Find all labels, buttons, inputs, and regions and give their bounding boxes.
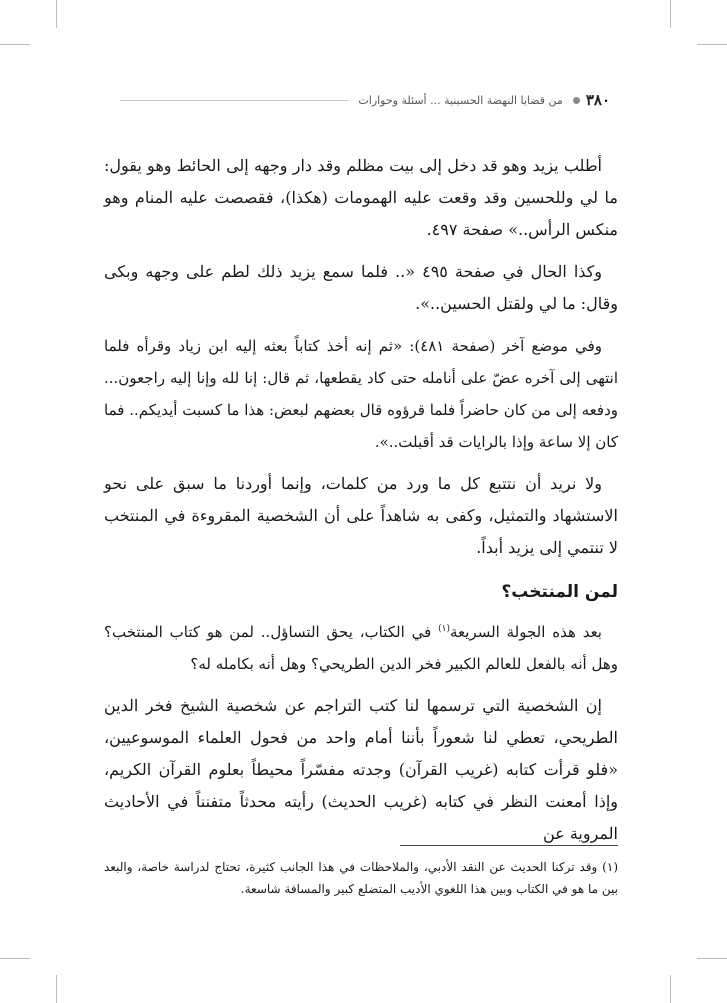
footnote-separator xyxy=(400,845,618,846)
footnote-text: (١) وقد تركنا الحديث عن النقد الأدبي، والملاحظات في هذا الجانب كثيرة، تحتاج لدراسة خاصة، والبعد بين ما هو في الكتاب وبين هذا اللغوي الأديب المتضلع كبير والمسافة شاسعة. xyxy=(104,860,618,896)
crop-mark xyxy=(670,0,671,28)
crop-mark xyxy=(697,44,727,45)
paragraph: أطلب يزيد وهو قد دخل إلى بيت مظلم وقد دار وجهه إلى الحائط وهو يقول: ما لي وللحسين وقد وقعت عليه الهمومات (هكذا)، فقصصت عليه المنام وهو منكس الرأس..» صفحة ٤٩٧. xyxy=(104,156,619,239)
paragraph: إن الشخصية التي ترسمها لنا كتب التراجم عن شخصية الشيخ فخر الدين الطريحي، تعطي لنا شعوراً بأننا أمام واحد من فحول العلماء الموسوعيين، «فلو قرأت كتابه (غريب القرآن) وجدته مفسّراً محيطاً بعلوم القرآن الكريم، وإذا أمعنت النظر في كتابه (غريب الحديث) رأيته محدثاً متفنناً في الأحاديث المروية عن xyxy=(104,696,618,843)
paragraph xyxy=(104,616,618,680)
crop-mark xyxy=(670,975,671,1003)
header-rule xyxy=(120,100,348,101)
main-text xyxy=(104,150,618,860)
bullet-dot-icon xyxy=(573,97,580,104)
footnote-reference[interactable]: (١) xyxy=(438,624,450,634)
crop-mark xyxy=(56,975,57,1003)
paragraph-text: في الكتاب، يحق التساؤل.. لمن هو كتاب المنتخب؟ وهل أنه بالفعل للعالم الكبير فخر الدين الطريحي؟ وهل أنه بكامله له؟ xyxy=(104,623,618,673)
paragraph: وفي موضع آخر (صفحة ٤٨١): «ثم إنه أخذ كتاباً بعثه إليه ابن زياد وقرأه فلما انتهى إلى آخره عضّ على أنامله حتى كاد يقطعها، ثم قال: إنا لله وإنا إليه راجعون... ودفعه إلى من كان حاضراً فلما قرؤوه قال بعضهم لبعض: هذا ما كسبت أيديكم.. فما كان إلا ساعة وإذا بالرايات قد أقبلت..». xyxy=(104,337,618,451)
running-header xyxy=(120,88,610,112)
crop-mark xyxy=(697,958,727,959)
page-number: ٣٨٠ xyxy=(585,91,610,109)
paragraph-text: بعد هذه الجولة السريعة xyxy=(449,623,602,641)
running-title: من قضايا النهضة الحسينية ... أسئلة وحوارات xyxy=(358,93,563,107)
paragraph: وكذا الحال في صفحة ٤٩٥ «.. فلما سمع يزيد ذلك لطم على وجهه وبكى وقال: ما لي ولقتل الحسين..». xyxy=(104,262,618,313)
crop-mark xyxy=(56,0,57,28)
crop-mark xyxy=(0,44,30,45)
crop-mark xyxy=(0,958,30,959)
section-heading: لمن المنتخب؟ xyxy=(501,582,618,602)
paragraph: ولا نريد أن نتتبع كل ما ورد من كلمات، وإنما أوردنا ما سبق على نحو الاستشهاد والتمثيل، وكفى به شاهداً على أن الشخصية المقروءة في المنتخب لا تنتمي إلى يزيد أبداً. xyxy=(104,474,618,557)
footnote-area xyxy=(104,856,618,900)
